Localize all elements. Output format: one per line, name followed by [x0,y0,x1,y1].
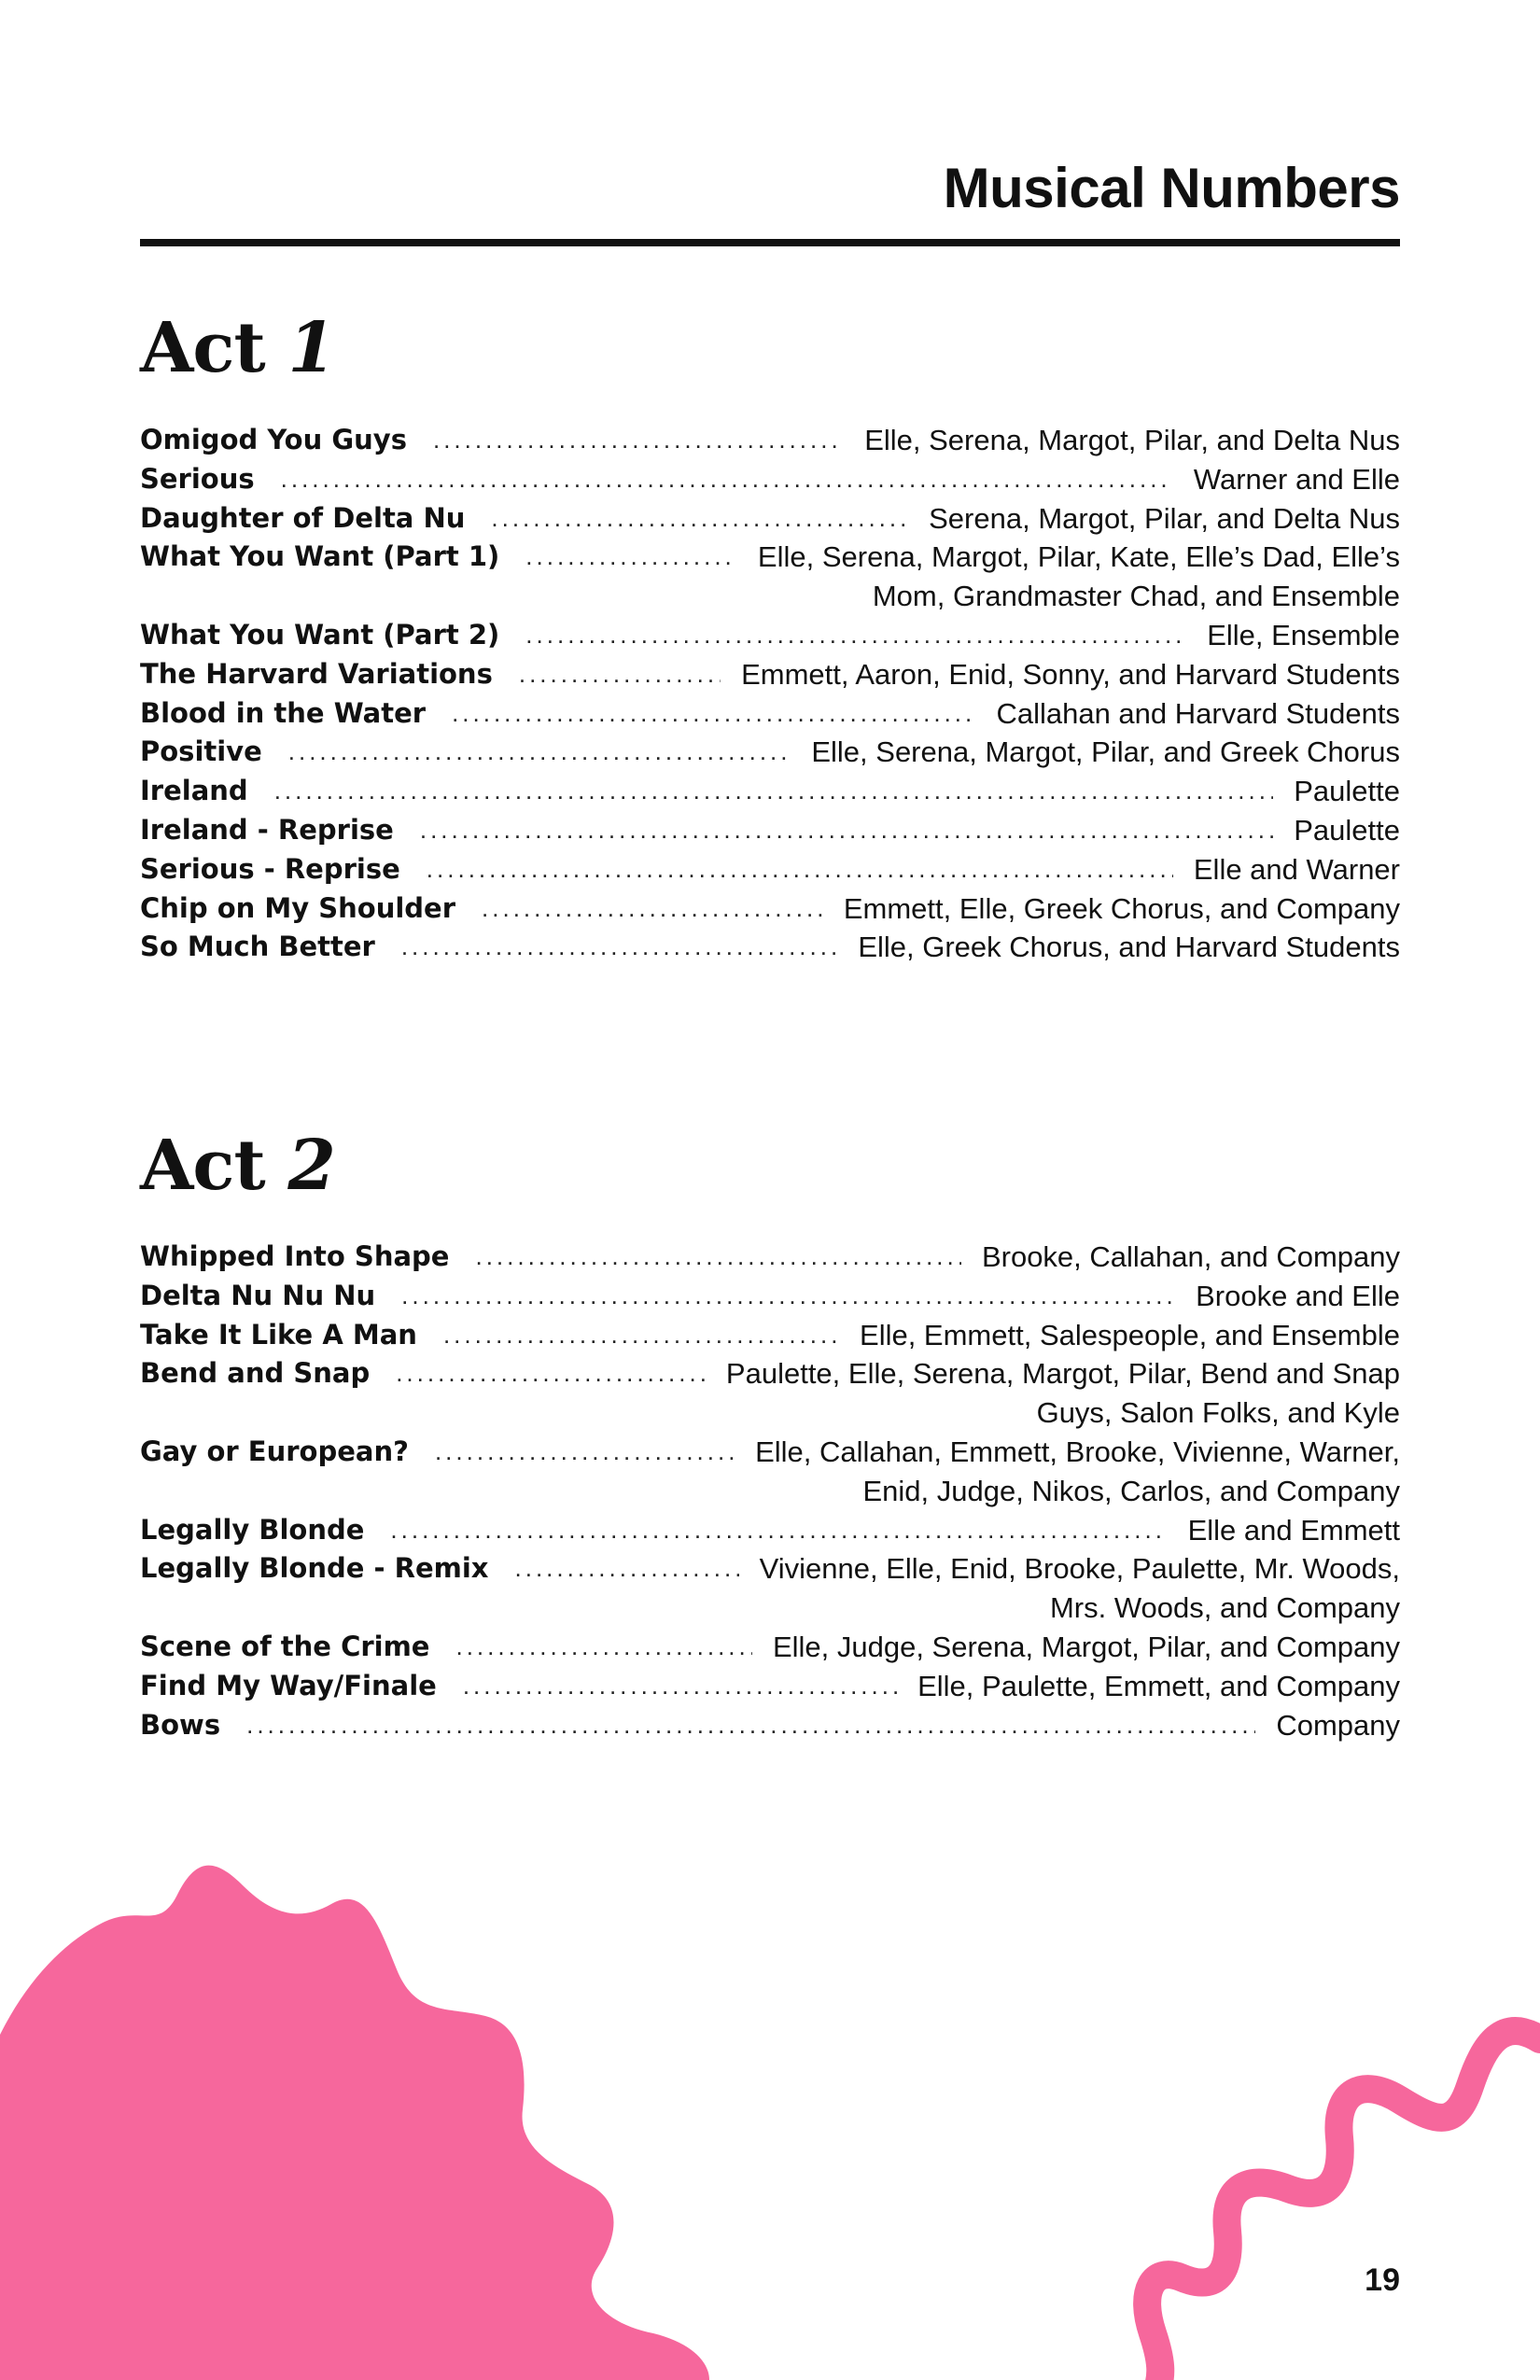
performers-line-1: Vivienne, Elle, Enid, Brooke, Paulette, Mr. Woods, [759,1552,1400,1586]
song-row [140,1549,1400,1628]
song-performers: Callahan and Harvard Students [996,696,1400,730]
dot-leader [519,655,721,694]
page-number: 19 [1365,2262,1400,2298]
dot-leader [401,1277,1175,1316]
performers-line-2: Enid, Judge, Nikos, Carlos, and Company [862,1474,1400,1507]
song-title: Daughter of Delta Nu [140,501,466,534]
song-title: The Harvard Variations [140,657,493,690]
act-1-label: Act [140,308,265,388]
dot-leader [515,1549,739,1589]
song-row [140,1628,1400,1667]
song-title: Bend and Snap [140,1357,371,1390]
song-performers: Elle, Serena, Margot, Pilar, and Greek Chorus [811,735,1400,769]
song-performers: Elle, Emmett, Salespeople, and Ensemble [860,1318,1400,1351]
page-title: Musical Numbers [943,157,1400,219]
song-performers: Elle, Greek Chorus, and Harvard Students [858,931,1400,964]
song-title: Ireland [140,775,248,807]
song-title: Whipped Into Shape [140,1240,450,1272]
song-performers: Paulette [1294,813,1400,847]
act-2-heading [140,1126,335,1206]
song-title: Delta Nu Nu Nu [140,1279,376,1311]
dot-leader [396,1354,706,1393]
song-title: Ireland - Reprise [140,813,394,846]
song-performers: Company [1276,1708,1400,1742]
song-title: Omigod You Guys [140,424,407,455]
dot-leader [288,733,791,772]
song-row [140,499,1400,539]
song-title: Legally Blonde - Remix [140,1552,489,1585]
act-2-song-list [140,1238,1400,1744]
song-title: Gay or European? [140,1435,409,1467]
dot-leader [281,460,1173,499]
performers-line-1: Elle, Callahan, Emmett, Brooke, Vivienne, Warner, [755,1435,1400,1468]
dot-leader [482,889,823,929]
song-performers: Emmett, Aaron, Enid, Sonny, and Harvard Students [741,657,1400,691]
song-performers: Elle and Warner [1193,852,1400,886]
song-title: Serious [140,462,255,495]
song-title: Bows [140,1708,221,1741]
dot-leader [435,1433,735,1472]
song-performers: Serena, Margot, Pilar, and Delta Nus [929,501,1400,535]
act-1-song-list [140,421,1400,967]
song-row [140,655,1400,694]
pink-starburst-shape [0,1866,709,2380]
song-performers: Elle, Judge, Serena, Margot, Pilar, and Company [772,1630,1400,1663]
song-title: Positive [140,735,262,768]
dot-leader [455,1628,751,1667]
act-1-heading [140,308,335,388]
song-row [140,889,1400,929]
song-row [140,1316,1400,1355]
performers-line-2: Mrs. Woods, and Company [1049,1591,1400,1625]
dot-leader [390,1511,1167,1550]
performers-line-2: Guys, Salon Folks, and Kyle [1036,1396,1400,1430]
dot-leader [427,850,1173,889]
dot-leader [452,694,975,734]
title-divider [140,239,1400,246]
song-title: So Much Better [140,931,375,963]
dot-leader [246,1706,1255,1745]
song-performers [755,1433,1400,1511]
song-performers: Brooke and Elle [1196,1279,1400,1312]
song-performers: Elle, Ensemble [1207,618,1400,651]
song-title: Chip on My Shoulder [140,891,456,924]
act-2-label: Act [140,1126,265,1206]
song-title: Take It Like A Man [140,1318,417,1351]
song-title: Serious - Reprise [140,852,400,885]
song-performers: Elle and Emmett [1187,1513,1400,1547]
song-row [140,460,1400,499]
song-title: Blood in the Water [140,696,427,729]
dot-leader [491,499,908,539]
performers-line-1: Elle, Serena, Margot, Pilar, Kate, Elle’s Dad, Elle’s [757,540,1400,574]
pink-squiggle-shape [1147,2031,1540,2380]
dot-leader [443,1316,839,1355]
dot-leader [475,1238,960,1277]
song-row [140,1667,1400,1706]
song-row [140,616,1400,655]
song-row [140,928,1400,967]
song-row [140,733,1400,772]
song-performers: Elle, Paulette, Emmett, and Company [917,1669,1400,1702]
dot-leader [274,772,1274,811]
song-row [140,811,1400,850]
song-row [140,1433,1400,1511]
dot-leader [463,1667,897,1706]
dot-leader [525,616,1186,655]
dot-leader [420,811,1273,850]
song-title: Legally Blonde [140,1513,365,1546]
act-2-number: 2 [287,1126,335,1206]
song-row [140,1511,1400,1550]
song-title: What You Want (Part 1) [140,540,500,573]
song-title: Scene of the Crime [140,1630,430,1662]
song-row [140,1277,1400,1316]
song-title: What You Want (Part 2) [140,618,500,651]
song-row [140,772,1400,811]
performers-line-1: Paulette, Elle, Serena, Margot, Pilar, Bend and Snap [725,1357,1400,1391]
song-title: Find My Way/Finale [140,1669,437,1701]
song-row [140,1354,1400,1433]
song-row [140,694,1400,734]
dot-leader [433,421,844,460]
song-row [140,850,1400,889]
song-performers: Emmett, Elle, Greek Chorus, and Company [843,891,1400,925]
performers-line-2: Mom, Grandmaster Chad, and Ensemble [872,580,1400,613]
dot-leader [525,538,737,577]
song-performers: Paulette [1294,775,1400,808]
song-performers: Warner and Elle [1193,462,1400,496]
song-row [140,1238,1400,1277]
song-performers [760,1549,1400,1628]
song-row [140,421,1400,460]
song-row [140,1706,1400,1745]
act-1-number: 1 [287,308,335,388]
song-performers [758,538,1400,616]
song-row [140,538,1400,616]
song-performers: Elle, Serena, Margot, Pilar, and Delta Nus [864,424,1400,456]
song-performers [726,1354,1400,1433]
dot-leader [401,928,838,967]
song-performers: Brooke, Callahan, and Company [981,1240,1400,1273]
